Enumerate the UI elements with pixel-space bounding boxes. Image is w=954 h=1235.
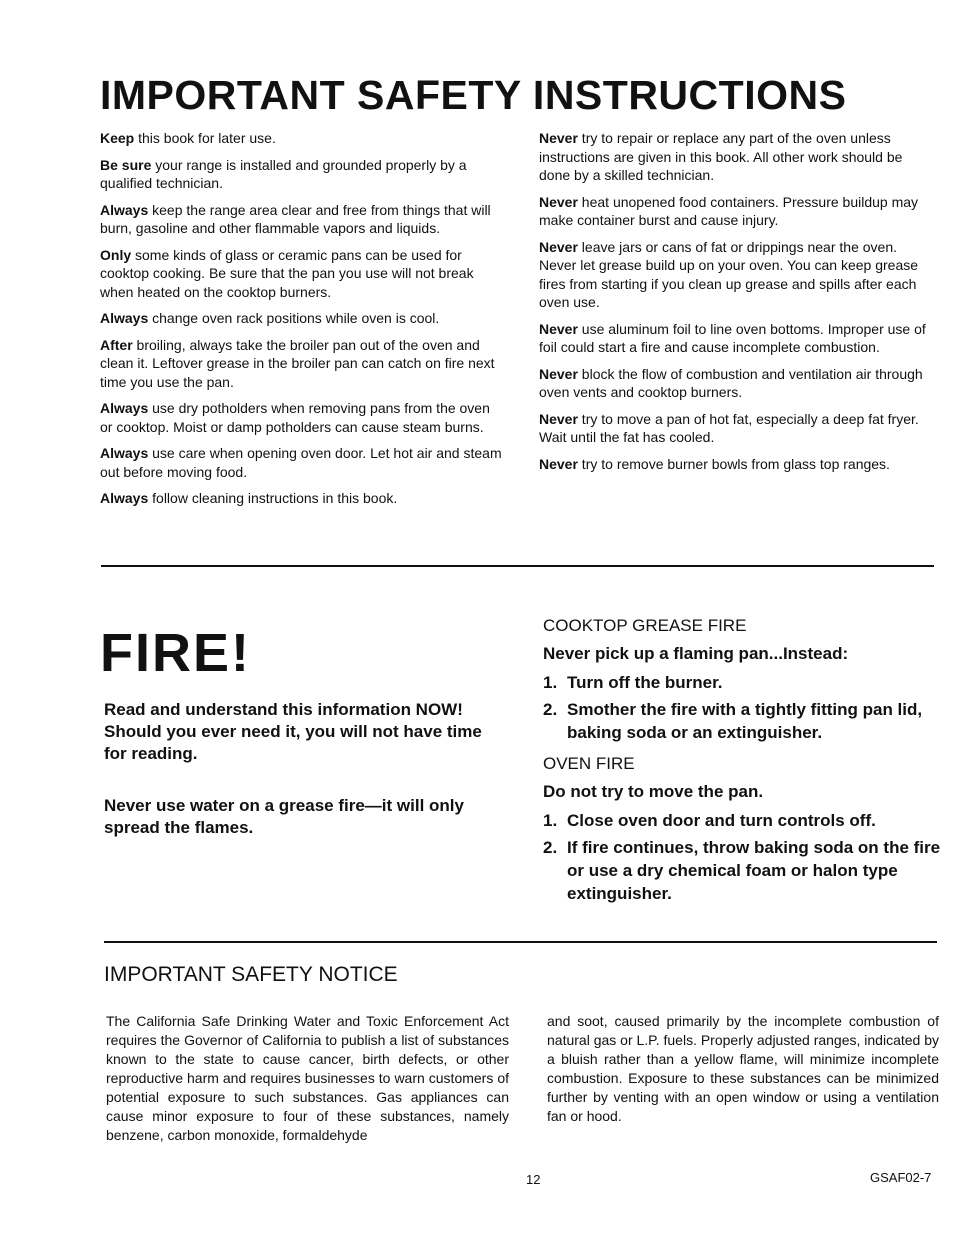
- section-divider: [101, 565, 934, 567]
- safety-item: Never use aluminum foil to line oven bottoms. Improper use of foil could start a fire and cause incomplete combustion.: [539, 320, 926, 355]
- safety-item: Never try to move a pan of hot fat, especially a deep fat fryer. Wait until the fat has cooled.: [539, 410, 919, 445]
- safety-item: Always use dry potholders when removing pans from the oven or cooktop. Moist or damp potholders can cause steam burns.: [100, 400, 490, 435]
- fire-instructions: [543, 614, 943, 913]
- page-number: 12: [526, 1172, 541, 1187]
- fire-title: FIRE!: [100, 623, 251, 683]
- oven-fire-heading: OVEN FIRE: [543, 754, 635, 773]
- notice-right-column: and soot, caused primarily by the incomplete combustion of natural gas or L.P. fuels. Properly adjusted ranges, indicated by a bluish rather than a yellow flame, will minimize incomplete combustion. Exposure to these substances can be minimized further by venting with an open window or using a ventilation fan or hood.: [547, 1013, 939, 1124]
- safety-right-column: [539, 129, 934, 481]
- oven-fire-lead: Do not try to move the pan.: [543, 782, 764, 801]
- list-item: 1. Turn off the burner.: [543, 673, 723, 692]
- safety-left-column: [100, 129, 505, 516]
- safety-item: Only some kinds of glass or ceramic pans can be used for cooktop cooking. Be sure that the pan you use will not break when heated on the cooktop burners.: [100, 246, 474, 300]
- safety-item: Keep this book for later use.: [100, 130, 276, 146]
- safety-item: Never try to remove burner bowls from glass top ranges.: [539, 455, 890, 472]
- cooktop-fire-heading: COOKTOP GREASE FIRE: [543, 616, 747, 635]
- safety-item: Always keep the range area clear and free from things that will burn, gasoline and other flammable vapors and liquids.: [100, 201, 491, 236]
- safety-item: After broiling, always take the broiler pan out of the oven and clean it. Leftover grease in the broiler pan can catch on fire next time you use the pan.: [100, 336, 495, 390]
- cooktop-fire-lead: Never pick up a flaming pan...Instead:: [543, 644, 849, 663]
- safety-item: Never heat unopened food containers. Pressure buildup may make container burst and cause injury.: [539, 193, 919, 228]
- notice-left-column: The California Safe Drinking Water and Toxic Enforcement Act requires the Governor of California to publish a list of substances known to the state to cause cancer, birth defects, or other reproductive harm and requires businesses to warn customers of potential exposure to such substances. Gas appliances can cause minor exposure to four of these substances, namely benzene, carbon monoxide, formaldehyde: [106, 1013, 509, 1143]
- safety-notice-title: IMPORTANT SAFETY NOTICE: [104, 963, 398, 986]
- safety-item: Never try to repair or replace any part of the oven unless instructions are given in this book. All other work should be done by a skilled technician.: [539, 130, 903, 183]
- fire-water-warning: Never use water on a grease fire—it will only spread the flames.: [104, 796, 464, 837]
- list-item: 2. Smother the fire with a tightly fitting pan lid, baking soda or an extinguisher.: [543, 700, 923, 742]
- safety-item: Always follow cleaning instructions in this book.: [100, 490, 398, 506]
- list-item: 2. If fire continues, throw baking soda on the fire or use a dry chemical foam or halon type extinguisher.: [543, 838, 941, 903]
- oven-fire-steps: [543, 809, 943, 905]
- safety-item: Never leave jars or cans of fat or drippings near the oven. Never let grease build up on your oven. You can keep grease fires from starting if you clean up grease and spills after each oven use.: [539, 238, 919, 310]
- cooktop-fire-steps: [543, 671, 943, 744]
- safety-instructions-title: IMPORTANT SAFETY INSTRUCTIONS: [100, 72, 847, 118]
- list-item: 1. Close oven door and turn controls off.: [543, 811, 876, 830]
- document-code: GSAF02-7: [870, 1170, 932, 1185]
- section-divider: [104, 941, 937, 943]
- fire-read-now: Read and understand this information NOW! Should you ever need it, you will not have time for reading.: [104, 700, 482, 763]
- safety-item: Be sure your range is installed and grounded properly by a qualified technician.: [100, 156, 467, 191]
- safety-item: Always use care when opening oven door. Let hot air and steam out before moving food.: [100, 445, 502, 480]
- safety-item: Always change oven rack positions while oven is cool.: [100, 310, 440, 326]
- safety-item: Never block the flow of combustion and ventilation air through oven vents and cooktop burners.: [539, 365, 923, 400]
